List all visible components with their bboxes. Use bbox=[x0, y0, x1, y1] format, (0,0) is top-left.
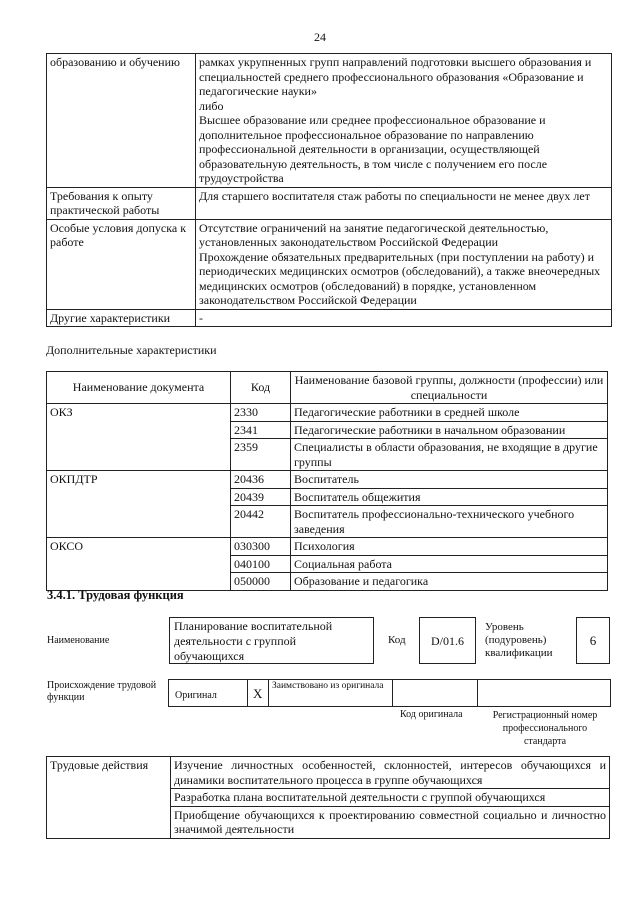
action-item: Разработка плана воспитательной деятельности с группой обучающихся bbox=[171, 789, 610, 807]
original-label: Оригинал bbox=[168, 679, 248, 707]
classifier-name: Воспитатель общежития bbox=[291, 488, 608, 506]
level-label: Уровень (подуровень) квалификации bbox=[485, 621, 553, 659]
classifier-code: 20442 bbox=[231, 506, 291, 538]
column-header-code: Код bbox=[231, 372, 291, 404]
column-header-document: Наименование документа bbox=[47, 372, 231, 404]
column-header-name: Наименование базовой группы, должности (профессии) или специальности bbox=[291, 372, 608, 404]
header-row bbox=[47, 372, 608, 404]
reg-number-cell bbox=[477, 679, 611, 707]
row-label: Требования к опыту практической работы bbox=[47, 187, 196, 219]
classifier-code: 20436 bbox=[231, 471, 291, 489]
action-item: Изучение личностных особенностей, склонностей, интересов обучающихся и динамики воспитательного процесса в группе обучающихся bbox=[171, 757, 610, 789]
code-original-caption: Код оригинала bbox=[400, 709, 463, 720]
function-name-box: Планирование воспитательной деятельности с группой обучающихся bbox=[169, 617, 374, 664]
classifier-name: Психология bbox=[291, 538, 608, 556]
table-row bbox=[47, 538, 608, 556]
row-label: Другие характеристики bbox=[47, 309, 196, 327]
classifier-doc: ОКПДТР bbox=[47, 471, 231, 538]
paragraph: либо bbox=[199, 98, 224, 113]
action-item: Приобщение обучающихся к проектированию совместной социально и личностно значимой деятельности bbox=[171, 806, 610, 838]
labor-actions-table bbox=[46, 756, 610, 839]
row-label: Особые условия допуска к работе bbox=[47, 219, 196, 309]
paragraph: рамках укрупненных групп направлений подготовки высшего образования и специальностей среднего профессионального образования «Образование и педагогические науки» bbox=[199, 55, 592, 98]
classifier-code: 20439 bbox=[231, 488, 291, 506]
classifier-name: Воспитатель профессионально-технического учебного заведения bbox=[291, 506, 608, 538]
origin-row bbox=[169, 679, 611, 707]
function-code-box: D/01.6 bbox=[419, 617, 476, 664]
paragraph: Прохождение обязательных предварительных (при поступлении на работу) и периодических медицинских осмотров (обследований), а также внеочередных медицинских осмотров (обследований) в порядке, установленном законодательством Российской Федерации bbox=[199, 249, 601, 307]
code-original-cell bbox=[392, 679, 478, 707]
row-label: образованию и обучению bbox=[47, 54, 196, 188]
table-row bbox=[47, 471, 608, 489]
classifier-doc: ОКСО bbox=[47, 538, 231, 591]
origin-label: Происхождение трудовой функции bbox=[47, 680, 157, 703]
reg-number-caption: Регистрационный номер профессионального стандарта bbox=[492, 710, 598, 747]
code-label: Код bbox=[388, 634, 406, 646]
row-value bbox=[196, 219, 612, 309]
classifier-doc: ОКЗ bbox=[47, 404, 231, 471]
additional-heading: Дополнительные характеристики bbox=[46, 343, 217, 357]
labor-function-heading: 3.4.1. Трудовая функция bbox=[47, 588, 184, 602]
page-number: 24 bbox=[314, 30, 326, 44]
classifier-code: 2359 bbox=[231, 439, 291, 471]
original-mark: X bbox=[247, 679, 269, 707]
row-value bbox=[196, 187, 612, 219]
actions-label: Трудовые действия bbox=[47, 757, 171, 839]
classifier-table bbox=[46, 371, 608, 591]
classifier-name: Воспитатель bbox=[291, 471, 608, 489]
classifier-name: Образование и педагогика bbox=[291, 573, 608, 591]
classifier-code: 050000 bbox=[231, 573, 291, 591]
classifier-code: 2341 bbox=[231, 421, 291, 439]
paragraph: - bbox=[199, 310, 203, 325]
requirements-table bbox=[46, 53, 612, 327]
level-box: 6 bbox=[576, 617, 610, 664]
borrowed-label: Заимствовано из оригинала bbox=[268, 679, 393, 707]
name-label: Наименование bbox=[47, 635, 110, 646]
row-value bbox=[196, 54, 612, 188]
table-row bbox=[47, 187, 612, 219]
classifier-name: Педагогические работники в средней школе bbox=[291, 404, 608, 422]
classifier-code: 030300 bbox=[231, 538, 291, 556]
table-row bbox=[47, 404, 608, 422]
classifier-name: Социальная работа bbox=[291, 555, 608, 573]
table-row bbox=[47, 54, 612, 188]
classifier-code: 040100 bbox=[231, 555, 291, 573]
classifier-name: Специалисты в области образования, не входящие в другие группы bbox=[291, 439, 608, 471]
row-value bbox=[196, 309, 612, 327]
table-row bbox=[47, 309, 612, 327]
classifier-name: Педагогические работники в начальном образовании bbox=[291, 421, 608, 439]
paragraph: Отсутствие ограничений на занятие педагогической деятельностью, установленных законодательством Российской Федерации bbox=[199, 220, 549, 249]
table-row bbox=[47, 219, 612, 309]
paragraph: Для старшего воспитателя стаж работы по специальности не менее двух лет bbox=[199, 188, 590, 203]
paragraph: Высшее образование или среднее профессиональное образование и дополнительное профессиональное образование по направлению профессиональной деятельности в организации, осуществляющей образовательную деятельность, в том числе с получением его после трудоустройства bbox=[199, 113, 548, 185]
table-row bbox=[47, 757, 610, 789]
classifier-code: 2330 bbox=[231, 404, 291, 422]
